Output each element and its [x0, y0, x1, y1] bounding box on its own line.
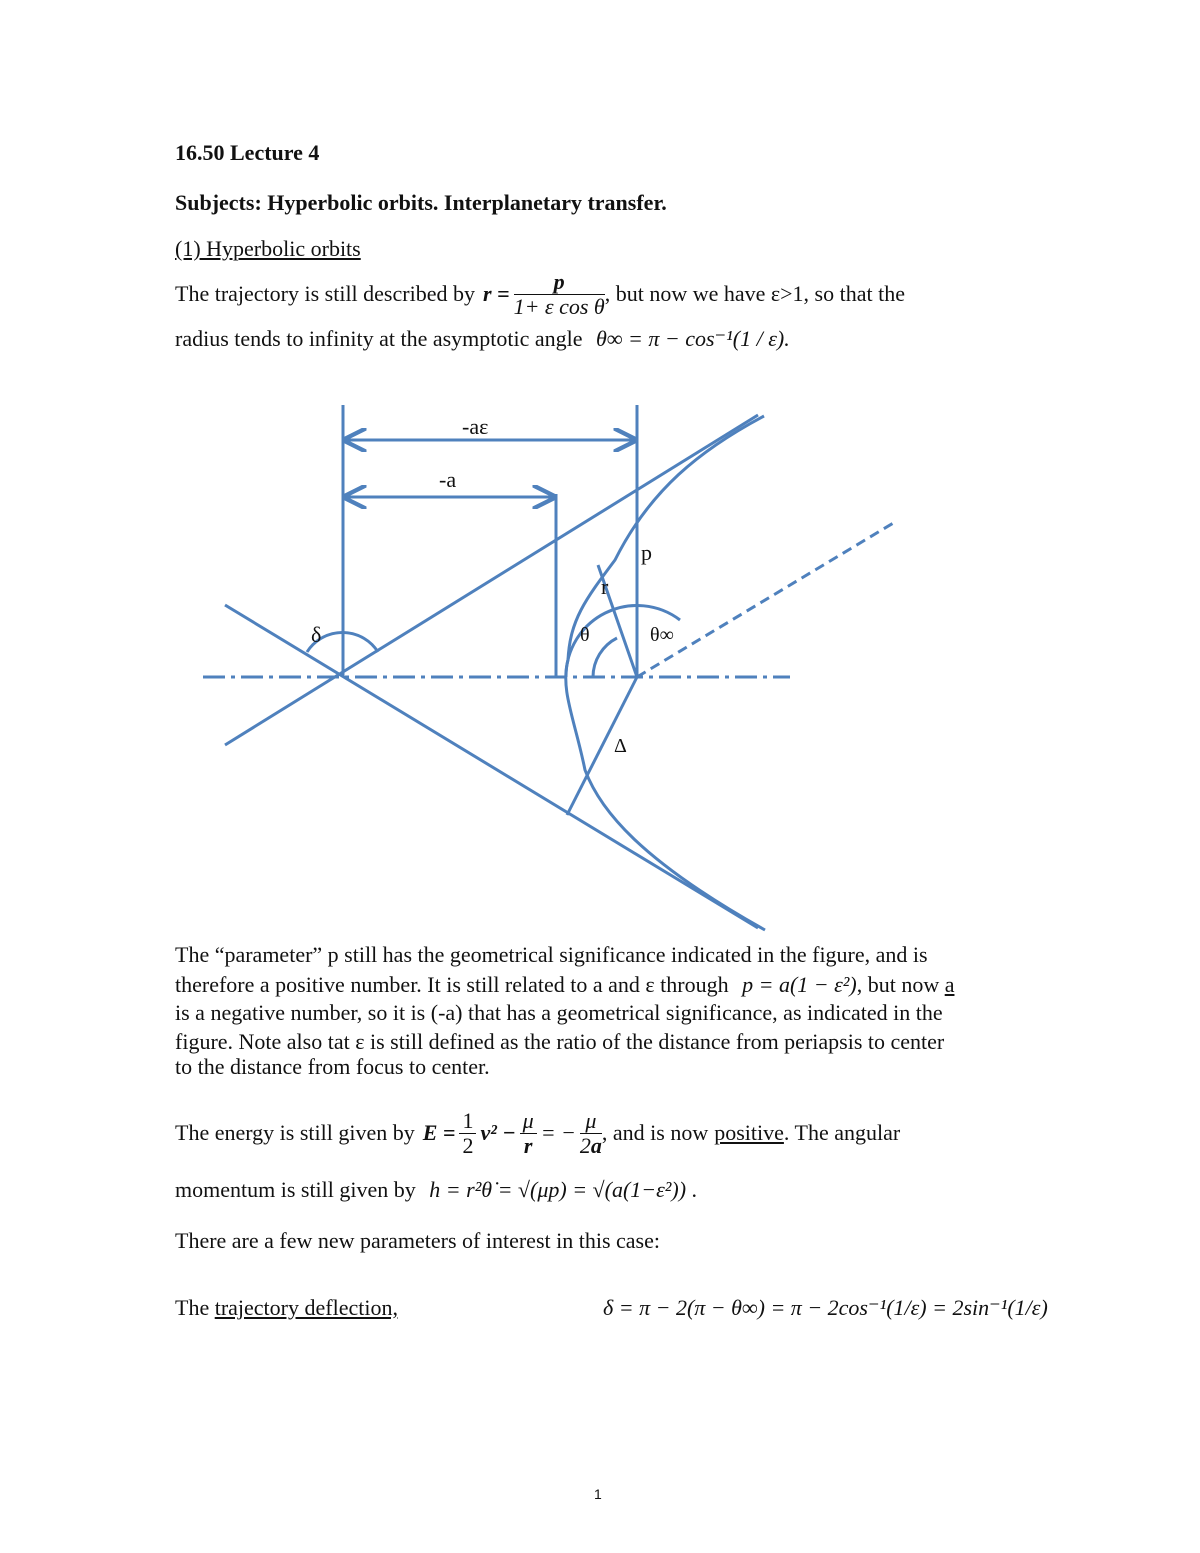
- deflection-label: [175, 1295, 398, 1321]
- label-ae: -aε: [462, 414, 489, 439]
- para2-line1: The “parameter” p still has the geometrical significance indicated in the figure, and is: [175, 942, 928, 967]
- theta-arc: [593, 638, 617, 677]
- energy-frac-mu-2a: $\frac{\mu}{2a}$: [579, 1107, 602, 1158]
- label-theta: θ: [580, 624, 590, 646]
- subjects-line: Subjects: Hyperbolic orbits. Interplanetary transfer.: [175, 190, 667, 215]
- energy-positive: positive: [714, 1120, 784, 1145]
- formula-r-lhs: r =: [482, 281, 510, 306]
- lower-asymptote: [225, 605, 758, 928]
- para2-line5: to the distance from focus to center.: [175, 1054, 490, 1079]
- para2-line3: is a negative number, so it is (-a) that has a geometrical significance, as indicated in the: [175, 1000, 943, 1025]
- label-theta-inf: θ∞: [650, 624, 674, 646]
- page-number: 1: [594, 1486, 602, 1502]
- label-a: -a: [439, 467, 457, 492]
- energy-symbol: E =: [422, 1120, 456, 1145]
- label-delta: δ: [311, 622, 322, 647]
- trajectory-text-a: The trajectory is still described by: [175, 281, 475, 306]
- formula-theta-inf: θ∞ = π − cos⁻¹(1 / ε).: [596, 326, 790, 351]
- asymptotic-text: radius tends to infinity at the asymptotic angle: [175, 326, 583, 351]
- asymptotic-direction-dashed: [637, 522, 895, 677]
- energy-frac-half: $\frac{1}{2}$: [459, 1109, 476, 1158]
- para2-line2-text-b: , but now: [856, 972, 940, 997]
- energy-v2: v² −: [480, 1120, 516, 1145]
- momentum-period: .: [691, 1177, 698, 1202]
- deflection-formula: δ = π − 2(π − θ∞) = π − 2cos⁻¹(1/ε) = 2sin⁻¹(1/ε): [603, 1295, 1048, 1320]
- para2-line4: figure. Note also tat ε is still defined as the ratio of the distance from periapsis to center: [175, 1029, 945, 1054]
- upper-asymptote: [225, 415, 758, 745]
- momentum-text: momentum is still given by: [175, 1177, 416, 1202]
- para2-underlined-a: a: [944, 972, 955, 997]
- energy-sentence: The energy is still given by E = $\frac{1}{2}$ v² − $\frac{\mu}{r}$ = − $\frac{\mu}{2a}$ , and is now positive . The angular: [175, 1107, 901, 1158]
- formula-r-num: p: [514, 270, 605, 295]
- label-r: r: [601, 574, 609, 599]
- trajectory-text-b: , but now we have ε>1, so that the: [604, 281, 905, 306]
- deflection-pre: The: [175, 1295, 210, 1320]
- momentum-formula: h = r²θ̇ = √(μp) = √(a(1−ε²)): [429, 1177, 687, 1202]
- energy-text-a: The energy is still given by: [175, 1120, 415, 1145]
- energy-frac-mu-r: $\frac{\mu}{r}$: [520, 1109, 537, 1158]
- label-p: p: [641, 540, 652, 565]
- hyperbola-branch: [566, 416, 765, 930]
- momentum-sentence: [175, 1177, 697, 1203]
- para2-formula: p = a(1 − ε²): [742, 972, 857, 997]
- new-parameters-sentence: There are a few new parameters of interest in this case:: [175, 1228, 660, 1253]
- deflection-underlined: trajectory deflection,: [214, 1295, 398, 1320]
- label-Delta: Δ: [614, 735, 627, 757]
- section-heading: (1) Hyperbolic orbits: [175, 236, 361, 261]
- energy-text-c: . The angular: [783, 1120, 901, 1145]
- lecture-title: 16.50 Lecture 4: [175, 140, 320, 165]
- para2-line2-text: therefore a positive number. It is still related to a and ε through: [175, 972, 729, 997]
- energy-text-b: , and is now: [601, 1120, 709, 1145]
- formula-r-den: 1+ ε cos θ: [513, 293, 605, 319]
- para2-line2: [175, 972, 954, 998]
